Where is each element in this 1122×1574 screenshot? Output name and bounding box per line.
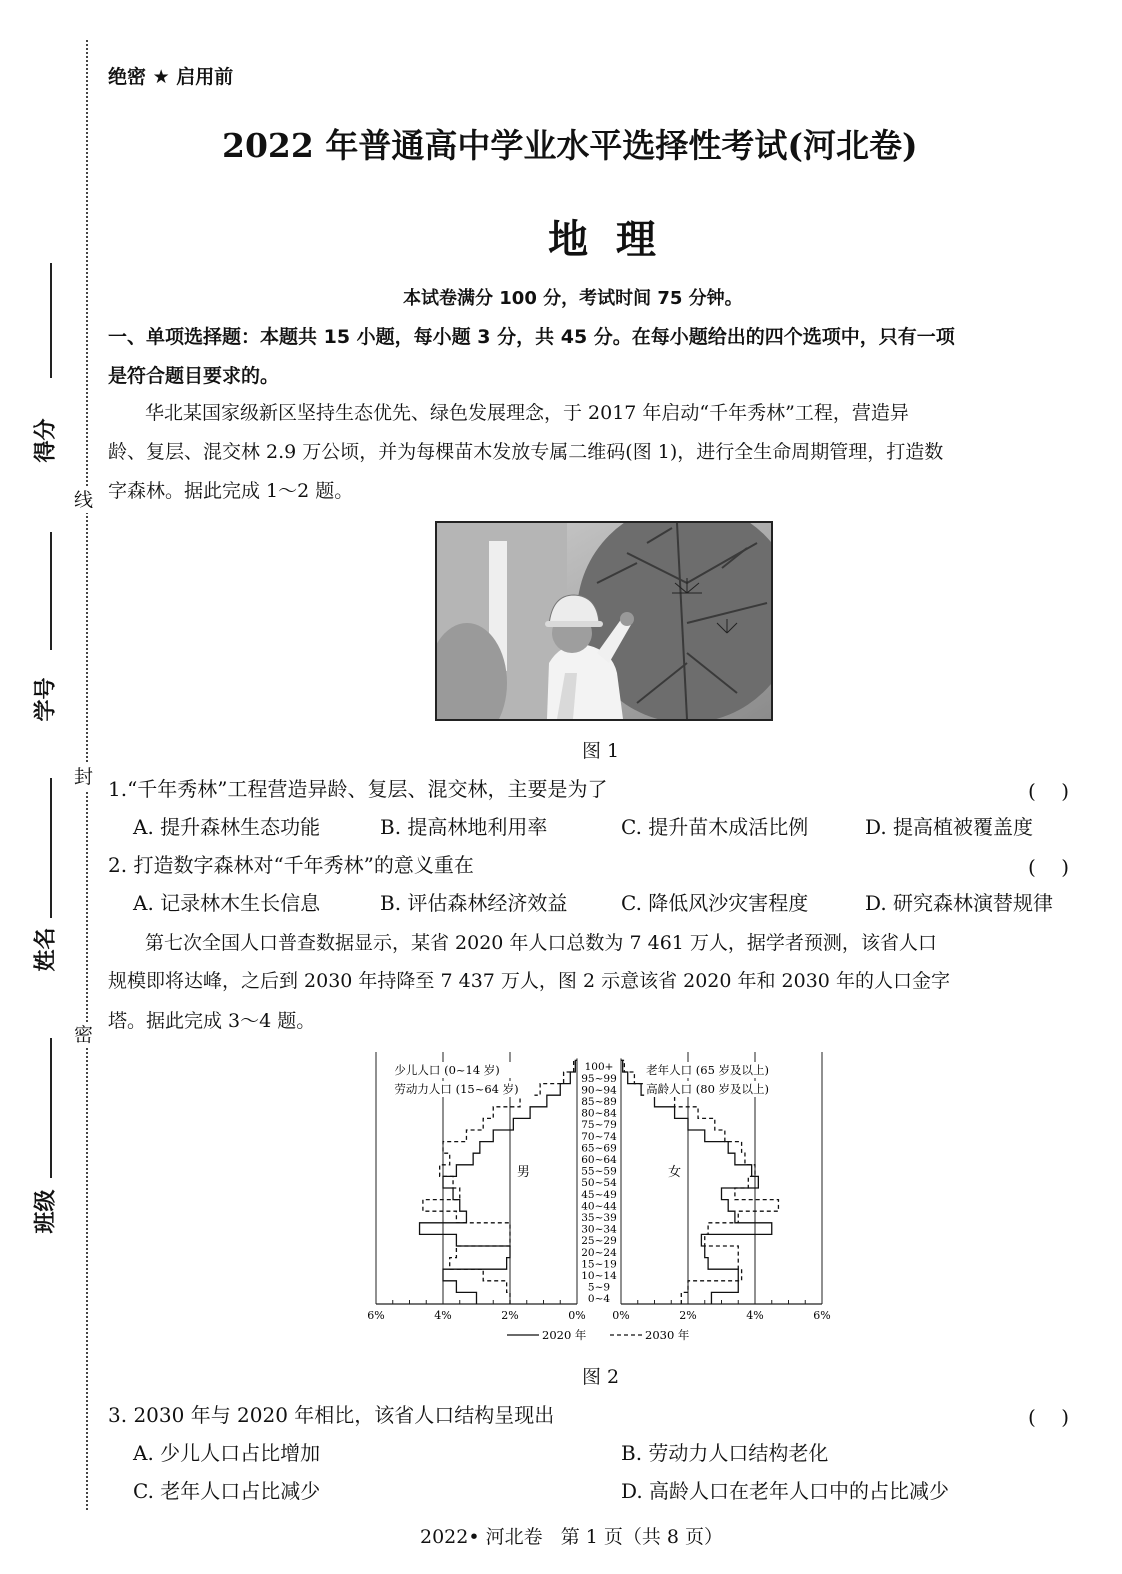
x-tick-label-right: 0% bbox=[612, 1309, 630, 1322]
x-tick-label-left: 2% bbox=[501, 1309, 519, 1322]
age-group-label: 55~59 bbox=[581, 1165, 617, 1178]
figure1-caption: 图 1 bbox=[582, 740, 620, 762]
question2-option-b[interactable]: B. 评估森林经济效益 bbox=[380, 891, 568, 915]
age-group-label: 80~84 bbox=[581, 1107, 617, 1120]
score-blank-line[interactable] bbox=[50, 263, 52, 378]
passage2-line1: 第七次全国人口普查数据显示，某省 2020 年人口总数为 7 461 万人，据学者预测，该省人口 bbox=[145, 932, 937, 954]
male-side-label: 男 bbox=[516, 1165, 530, 1180]
x-tick-label-right: 6% bbox=[813, 1309, 831, 1322]
age-group-label: 75~79 bbox=[581, 1119, 617, 1132]
legend-child-population: 少儿人口 (0~14 岁) bbox=[394, 1063, 500, 1077]
question1-stem: 1.“千年秀林”工程营造异龄、复层、混交林，主要是为了 bbox=[108, 777, 608, 801]
question3-option-b[interactable]: B. 劳动力人口结构老化 bbox=[621, 1441, 829, 1465]
age-group-label: 15~19 bbox=[581, 1258, 617, 1271]
passage1-line3: 字森林。据此完成 1～2 题。 bbox=[108, 480, 354, 502]
question1-option-c[interactable]: C. 提升苗木成活比例 bbox=[621, 815, 809, 839]
passage2-line3: 塔。据此完成 3～4 题。 bbox=[108, 1010, 316, 1032]
age-group-label: 100+ bbox=[584, 1061, 614, 1074]
x-tick-label-left: 4% bbox=[434, 1309, 452, 1322]
legend-2030-label: 2030 年 bbox=[645, 1328, 690, 1342]
question3-option-c[interactable]: C. 老年人口占比减少 bbox=[133, 1479, 321, 1503]
age-group-label: 30~34 bbox=[581, 1223, 617, 1236]
question1-option-a[interactable]: A. 提升森林生态功能 bbox=[133, 815, 321, 839]
class-label: 班级 bbox=[33, 1189, 59, 1234]
question3-option-d[interactable]: D. 高龄人口在老年人口中的占比减少 bbox=[621, 1479, 950, 1503]
age-group-label: 35~39 bbox=[581, 1212, 617, 1224]
figure2-caption: 图 2 bbox=[582, 1366, 620, 1388]
x-tick-label-right: 4% bbox=[746, 1309, 764, 1322]
page-footer: 2022• 河北卷 第 1 页（共 8 页） bbox=[420, 1526, 724, 1548]
question3-option-a[interactable]: A. 少儿人口占比增加 bbox=[133, 1441, 321, 1465]
subject-title: 地 理 bbox=[548, 216, 656, 263]
section-instructions-line1: 一、单项选择题：本题共 15 小题，每小题 3 分，共 45 分。在每小题给出的四个选项中，只有一项 bbox=[108, 326, 955, 348]
student-id-blank-line[interactable] bbox=[50, 532, 52, 650]
chart-labels bbox=[367, 1061, 830, 1342]
x-tick-label-right: 2% bbox=[679, 1309, 697, 1322]
age-group-label: 60~64 bbox=[581, 1154, 617, 1166]
question2-option-a[interactable]: A. 记录林木生长信息 bbox=[133, 891, 321, 915]
passage1-line2: 龄、复层、混交林 2.9 万公顷，并为每棵苗木发放专属二维码(图 1)，进行全生命周期管理，打造数 bbox=[108, 441, 944, 463]
x-tick-label-left: 6% bbox=[367, 1309, 385, 1322]
student-id-label: 学号 bbox=[33, 677, 59, 722]
age-group-label: 90~94 bbox=[581, 1084, 617, 1097]
forest-worker-illustration bbox=[437, 523, 771, 719]
question3-stem: 3. 2030 年与 2020 年相比，该省人口结构呈现出 bbox=[108, 1403, 555, 1427]
question1-option-d[interactable]: D. 提高植被覆盖度 bbox=[865, 815, 1034, 839]
passage1-line1: 华北某国家级新区坚持生态优先、绿色发展理念，于 2017 年启动“千年秀林”工程，营造异 bbox=[145, 402, 909, 424]
age-group-label: 65~69 bbox=[581, 1142, 617, 1155]
legend-elderly-population: 老年人口 (65 岁及以上) bbox=[646, 1063, 770, 1077]
question2-option-d[interactable]: D. 研究森林演替规律 bbox=[865, 891, 1054, 915]
age-group-label: 85~89 bbox=[581, 1096, 617, 1108]
passage2-line2: 规模即将达峰，之后到 2030 年持降至 7 437 万人，图 2 示意该省 2020 年和 2030 年的人口金字 bbox=[108, 970, 950, 992]
section-instructions-line2: 是符合题目要求的。 bbox=[108, 365, 280, 387]
exam-info: 本试卷满分 100 分，考试时间 75 分钟。 bbox=[403, 288, 743, 309]
age-group-label: 70~74 bbox=[581, 1130, 617, 1143]
question2-stem: 2. 打造数字森林对“千年秀林”的意义重在 bbox=[108, 853, 474, 877]
binding-char-seal: 封 bbox=[74, 766, 94, 788]
score-label: 得分 bbox=[33, 418, 59, 463]
age-group-label: 5~9 bbox=[587, 1281, 611, 1294]
age-group-label: 0~4 bbox=[587, 1293, 611, 1306]
question2-option-c[interactable]: C. 降低风沙灾害程度 bbox=[621, 891, 809, 915]
class-blank-line[interactable] bbox=[50, 1038, 52, 1178]
age-group-label: 40~44 bbox=[581, 1200, 617, 1213]
age-group-label: 25~29 bbox=[581, 1235, 617, 1248]
legend-working-population: 劳动力人口 (15~64 岁) bbox=[394, 1082, 519, 1096]
population-pyramid-chart bbox=[365, 1052, 835, 1350]
female-side-label: 女 bbox=[668, 1165, 682, 1180]
name-label: 姓名 bbox=[33, 927, 59, 972]
legend-2020-label: 2020 年 bbox=[542, 1328, 587, 1342]
binding-char-line: 线 bbox=[74, 489, 94, 511]
age-group-label: 10~14 bbox=[581, 1270, 617, 1282]
age-group-label: 20~24 bbox=[581, 1246, 617, 1259]
x-tick-label-left: 0% bbox=[568, 1309, 586, 1322]
question1-option-b[interactable]: B. 提高林地利用率 bbox=[380, 815, 548, 839]
secret-label: 绝密 ★ 启用前 bbox=[108, 66, 234, 88]
question3-answer-paren[interactable]: ( ) bbox=[1028, 1405, 1070, 1429]
name-blank-line[interactable] bbox=[50, 778, 52, 918]
question2-answer-paren[interactable]: ( ) bbox=[1028, 855, 1070, 879]
binding-char-secret: 密 bbox=[74, 1024, 94, 1046]
legend-very-old-population: 高龄人口 (80 岁及以上) bbox=[646, 1082, 770, 1096]
question1-answer-paren[interactable]: ( ) bbox=[1028, 779, 1070, 803]
figure1-photo bbox=[435, 521, 773, 721]
age-group-label: 45~49 bbox=[581, 1188, 617, 1201]
age-group-label: 95~99 bbox=[581, 1072, 617, 1085]
exam-title: 2022 年普通高中学业水平选择性考试(河北卷) bbox=[222, 126, 918, 165]
age-group-label: 50~54 bbox=[581, 1177, 617, 1190]
